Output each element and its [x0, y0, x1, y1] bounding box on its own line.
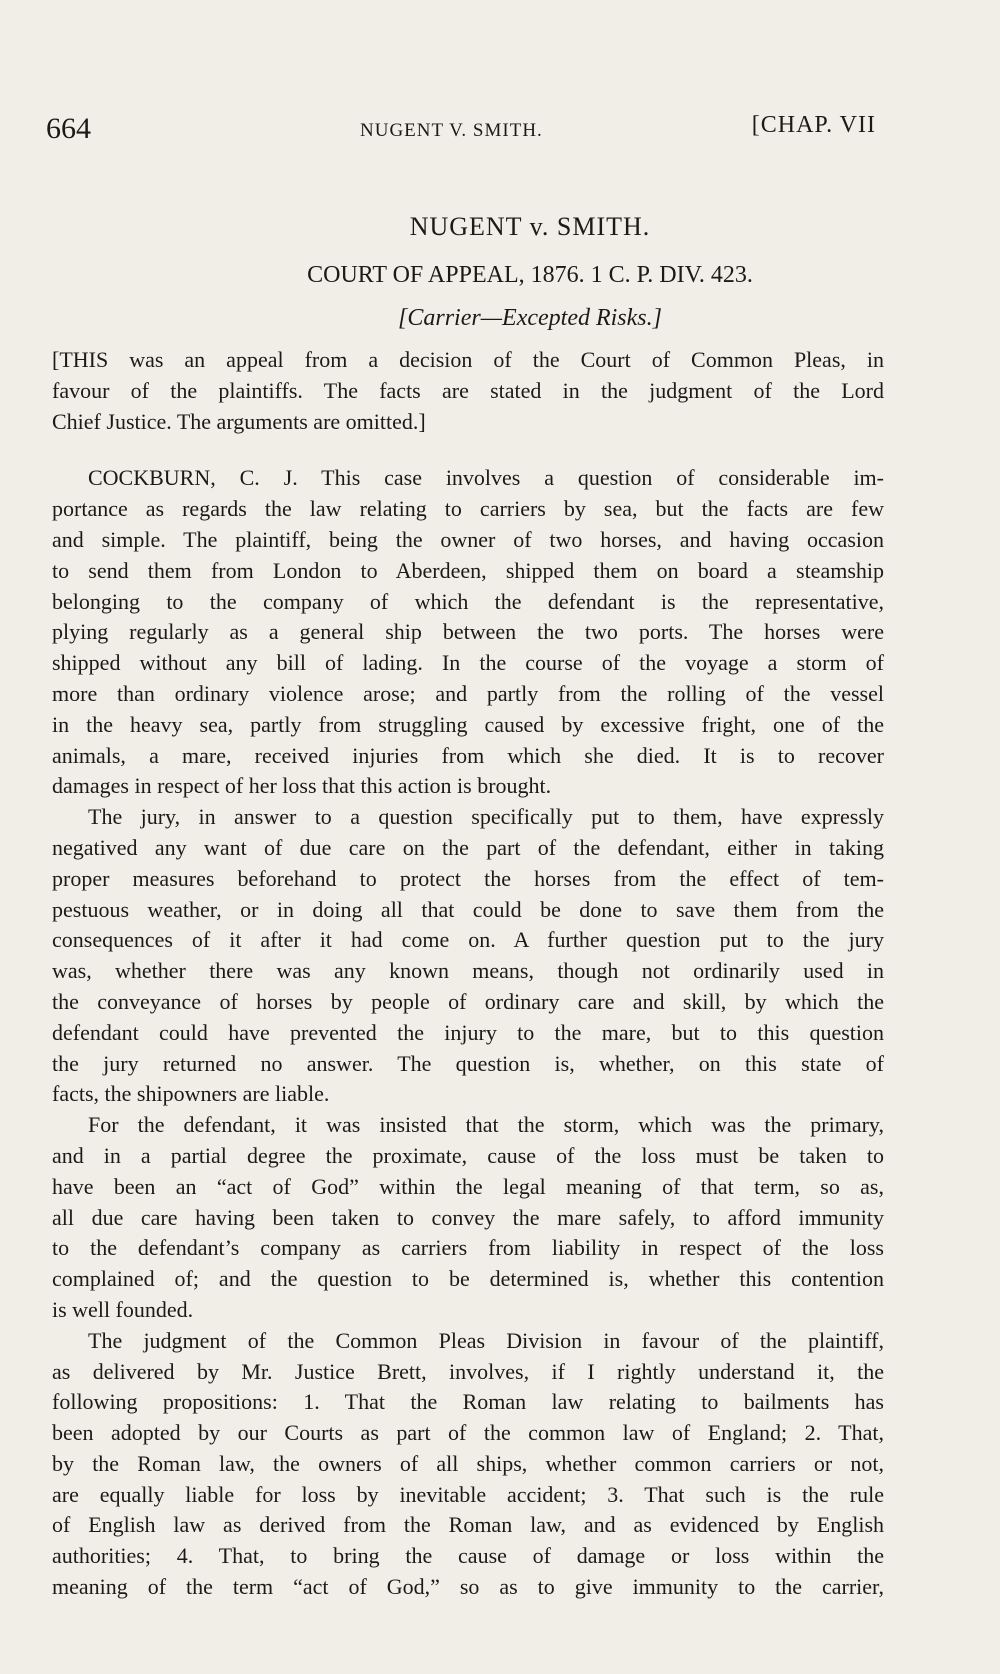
text-line: negatived any want of due care on the part of the defendant, either in taking [52, 834, 884, 860]
page-number: 664 [46, 112, 91, 145]
text-line: and simple. The plaintiff, being the owner of two horses, and having occasion [52, 526, 884, 552]
text-line: was, whether there was any known means, though not ordinarily used in [52, 958, 884, 984]
text-line: and in a partial degree the proximate, cause of the loss must be taken to [52, 1142, 884, 1168]
text-line: have been an “act of God” within the legal meaning of that term, so as, [52, 1173, 884, 1199]
text-line: been adopted by our Courts as part of the common law of England; 2. That, [52, 1420, 884, 1446]
text-line: by the Roman law, the owners of all ships, whether common carriers or not, [52, 1450, 884, 1476]
running-title: NUGENT V. SMITH. [360, 120, 543, 141]
text-line: shipped without any bill of lading. In the course of the voyage a storm of [52, 650, 884, 676]
text-line: the jury returned no answer. The question is, whether, on this state of [52, 1050, 884, 1076]
text-line: For the defendant, it was insisted that the storm, which was the primary, [88, 1112, 884, 1138]
text-line: proper measures beforehand to protect the horses from the effect of tem- [52, 865, 884, 891]
text-line: animals, a mare, received injuries from which she died. It is to recover [52, 742, 884, 768]
text-line: The jury, in answer to a question specifically put to them, have expressly [88, 804, 884, 830]
text-line: plying regularly as a general ship between the two ports. The horses were [52, 619, 884, 645]
text-line: [THIS was an appeal from a decision of the Court of Common Pleas, in [52, 347, 884, 372]
text-line: Chief Justice. The arguments are omitted.] [52, 408, 426, 434]
text-line: following propositions: 1. That the Roman law relating to bailments has [52, 1389, 884, 1415]
text-line: facts, the shipowners are liable. [52, 1081, 330, 1107]
case-citation: COURT OF APPEAL, 1876. 1 C. P. DIV. 423. [307, 262, 753, 288]
text-line: to the defendant’s company as carriers from liability in respect of the loss [52, 1235, 884, 1261]
text-line: defendant could have prevented the injury to the mare, but to this question [52, 1019, 884, 1045]
text-line: authorities; 4. That, to bring the cause of damage or loss within the [52, 1543, 884, 1569]
text-line: to send them from London to Aberdeen, shipped them on board a steamship [52, 557, 884, 583]
text-line: as delivered by Mr. Justice Brett, involves, if I rightly understand it, the [52, 1358, 884, 1384]
running-head [46, 112, 876, 152]
case-title: NUGENT v. SMITH. [409, 212, 651, 241]
text-line: complained of; and the question to be determined is, whether this contention [52, 1266, 884, 1292]
chapter-mark: [CHAP. VII [751, 112, 876, 138]
text-line: consequences of it after it had come on. A further question put to the jury [52, 927, 884, 953]
body-text [52, 345, 884, 1603]
text-line: all due care having been taken to convey the mare safely, to afford immunity [52, 1204, 884, 1230]
text-line: meaning of the term “act of God,” so as to give immunity to the carrier, [52, 1574, 884, 1600]
paragraph-gap [52, 437, 884, 463]
text-line: in the heavy sea, partly from struggling caused by excessive fright, one of the [52, 711, 884, 737]
text-line: more than ordinary violence arose; and partly from the rolling of the vessel [52, 680, 884, 706]
text-line: The judgment of the Common Pleas Division in favour of the plaintiff, [88, 1327, 884, 1353]
text-line: favour of the plaintiffs. The facts are stated in the judgment of the Lord [52, 377, 884, 403]
case-subject: [Carrier—Excepted Risks.] [398, 305, 662, 331]
text-line: portance as regards the law relating to carriers by sea, but the facts are few [52, 496, 884, 522]
text-line: COCKBURN, C. J. This case involves a question of considerable im- [88, 465, 884, 491]
text-line: is well founded. [52, 1296, 194, 1322]
text-line: damages in respect of her loss that this action is brought. [52, 773, 552, 799]
text-line: belonging to the company of which the defendant is the representative, [52, 588, 884, 614]
text-line: pestuous weather, or in doing all that could be done to save them from the [52, 896, 884, 922]
text-line: of English law as derived from the Roman law, and as evidenced by English [52, 1512, 884, 1538]
text-line: the conveyance of horses by people of ordinary care and skill, by which the [52, 988, 884, 1014]
text-line: are equally liable for loss by inevitable accident; 3. That such is the rule [52, 1481, 884, 1507]
